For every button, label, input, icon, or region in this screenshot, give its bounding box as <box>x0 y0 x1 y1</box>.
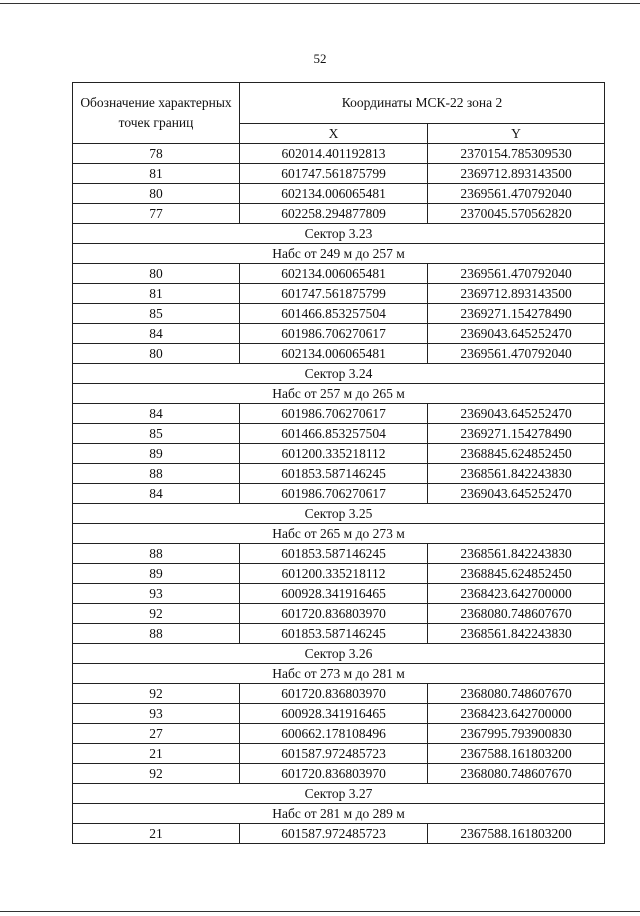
y-coordinate-cell: 2368080.748607670 <box>428 764 605 784</box>
top-scan-border <box>0 3 640 4</box>
sector-height-row <box>73 804 605 824</box>
table-row <box>73 144 605 164</box>
table-row <box>73 764 605 784</box>
table-row <box>73 464 605 484</box>
x-coordinate-cell: 602134.006065481 <box>240 184 428 204</box>
point-id-cell: 21 <box>73 824 240 844</box>
x-coordinate-cell: 602014.401192813 <box>240 144 428 164</box>
y-coordinate-cell: 2369561.470792040 <box>428 184 605 204</box>
table-row <box>73 204 605 224</box>
page-number: 52 <box>313 51 327 66</box>
bottom-scan-border <box>0 911 640 912</box>
y-coordinate-cell: 2369043.645252470 <box>428 324 605 344</box>
sector-height-range: Набс от 281 м до 289 м <box>73 804 605 824</box>
y-coordinate-cell: 2369043.645252470 <box>428 484 605 504</box>
x-coordinate-cell: 600928.341916465 <box>240 584 428 604</box>
table-row <box>73 724 605 744</box>
y-coordinate-cell: 2368561.842243830 <box>428 624 605 644</box>
point-id-cell: 93 <box>73 704 240 724</box>
x-coordinate-cell: 601986.706270617 <box>240 404 428 424</box>
table-row <box>73 624 605 644</box>
y-coordinate-cell: 2367588.161803200 <box>428 744 605 764</box>
table-row <box>73 304 605 324</box>
header-coords-label: Координаты МСК-22 зона 2 <box>240 83 605 124</box>
table-row <box>73 684 605 704</box>
point-id-cell: 84 <box>73 404 240 424</box>
point-id-cell: 85 <box>73 424 240 444</box>
x-coordinate-cell: 601466.853257504 <box>240 304 428 324</box>
header-x-label: X <box>240 124 428 144</box>
table-row <box>73 344 605 364</box>
table-row <box>73 564 605 584</box>
table-row <box>73 824 605 844</box>
point-id-cell: 27 <box>73 724 240 744</box>
table-row <box>73 324 605 344</box>
y-coordinate-cell: 2369712.893143500 <box>428 284 605 304</box>
point-id-cell: 81 <box>73 284 240 304</box>
sector-title-row <box>73 224 605 244</box>
y-coordinate-cell: 2368561.842243830 <box>428 544 605 564</box>
y-coordinate-cell: 2368561.842243830 <box>428 464 605 484</box>
sector-height-row <box>73 664 605 684</box>
sector-title-row <box>73 364 605 384</box>
table-row <box>73 484 605 504</box>
table-row <box>73 704 605 724</box>
point-id-cell: 77 <box>73 204 240 224</box>
table-row <box>73 184 605 204</box>
point-id-cell: 93 <box>73 584 240 604</box>
y-coordinate-cell: 2367995.793900830 <box>428 724 605 744</box>
point-id-cell: 80 <box>73 344 240 364</box>
sector-title-row <box>73 784 605 804</box>
x-coordinate-cell: 601587.972485723 <box>240 744 428 764</box>
x-coordinate-cell: 601747.561875799 <box>240 284 428 304</box>
y-coordinate-cell: 2369561.470792040 <box>428 344 605 364</box>
x-coordinate-cell: 601853.587146245 <box>240 544 428 564</box>
x-coordinate-cell: 601720.836803970 <box>240 764 428 784</box>
x-coordinate-cell: 601466.853257504 <box>240 424 428 444</box>
x-coordinate-cell: 601200.335218112 <box>240 444 428 464</box>
table-row <box>73 284 605 304</box>
x-coordinate-cell: 602134.006065481 <box>240 344 428 364</box>
point-id-cell: 85 <box>73 304 240 324</box>
sector-height-range: Набс от 249 м до 257 м <box>73 244 605 264</box>
point-id-cell: 92 <box>73 764 240 784</box>
y-coordinate-cell: 2368080.748607670 <box>428 684 605 704</box>
x-coordinate-cell: 602258.294877809 <box>240 204 428 224</box>
x-coordinate-cell: 601200.335218112 <box>240 564 428 584</box>
y-coordinate-cell: 2369271.154278490 <box>428 424 605 444</box>
y-coordinate-cell: 2370154.785309530 <box>428 144 605 164</box>
table-body <box>73 144 605 844</box>
table-row <box>73 604 605 624</box>
x-coordinate-cell: 601986.706270617 <box>240 324 428 344</box>
table-row <box>73 264 605 284</box>
sector-title-row <box>73 644 605 664</box>
point-id-cell: 89 <box>73 564 240 584</box>
x-coordinate-cell: 601720.836803970 <box>240 684 428 704</box>
sector-height-range: Набс от 265 м до 273 м <box>73 524 605 544</box>
sector-title: Сектор 3.27 <box>73 784 605 804</box>
y-coordinate-cell: 2368423.642700000 <box>428 584 605 604</box>
point-id-cell: 84 <box>73 484 240 504</box>
point-id-cell: 21 <box>73 744 240 764</box>
table-row <box>73 444 605 464</box>
sector-title: Сектор 3.23 <box>73 224 605 244</box>
sector-height-row <box>73 384 605 404</box>
y-coordinate-cell: 2369561.470792040 <box>428 264 605 284</box>
sector-title: Сектор 3.25 <box>73 504 605 524</box>
x-coordinate-cell: 601853.587146245 <box>240 464 428 484</box>
sector-height-range: Набс от 273 м до 281 м <box>73 664 605 684</box>
y-coordinate-cell: 2368423.642700000 <box>428 704 605 724</box>
header-point-label: Обозначение характерных точек границ <box>73 83 240 144</box>
x-coordinate-cell: 600928.341916465 <box>240 704 428 724</box>
y-coordinate-cell: 2369712.893143500 <box>428 164 605 184</box>
table-row <box>73 404 605 424</box>
point-id-cell: 92 <box>73 604 240 624</box>
x-coordinate-cell: 601986.706270617 <box>240 484 428 504</box>
y-coordinate-cell: 2369271.154278490 <box>428 304 605 324</box>
header-y-label: Y <box>428 124 605 144</box>
x-coordinate-cell: 601720.836803970 <box>240 604 428 624</box>
y-coordinate-cell: 2369043.645252470 <box>428 404 605 424</box>
x-coordinate-cell: 601747.561875799 <box>240 164 428 184</box>
sector-height-row <box>73 244 605 264</box>
table-row <box>73 744 605 764</box>
point-id-cell: 84 <box>73 324 240 344</box>
x-coordinate-cell: 600662.178108496 <box>240 724 428 744</box>
coordinates-table <box>72 82 605 844</box>
y-coordinate-cell: 2368845.624852450 <box>428 564 605 584</box>
sector-title: Сектор 3.24 <box>73 364 605 384</box>
point-id-cell: 81 <box>73 164 240 184</box>
point-id-cell: 88 <box>73 624 240 644</box>
point-id-cell: 89 <box>73 444 240 464</box>
x-coordinate-cell: 602134.006065481 <box>240 264 428 284</box>
sector-height-range: Набс от 257 м до 265 м <box>73 384 605 404</box>
sector-title: Сектор 3.26 <box>73 644 605 664</box>
table-row <box>73 544 605 564</box>
table-row <box>73 164 605 184</box>
y-coordinate-cell: 2368845.624852450 <box>428 444 605 464</box>
y-coordinate-cell: 2367588.161803200 <box>428 824 605 844</box>
x-coordinate-cell: 601853.587146245 <box>240 624 428 644</box>
point-id-cell: 92 <box>73 684 240 704</box>
y-coordinate-cell: 2370045.570562820 <box>428 204 605 224</box>
point-id-cell: 88 <box>73 544 240 564</box>
table-row <box>73 584 605 604</box>
sector-height-row <box>73 524 605 544</box>
point-id-cell: 88 <box>73 464 240 484</box>
table-row <box>73 424 605 444</box>
x-coordinate-cell: 601587.972485723 <box>240 824 428 844</box>
point-id-cell: 80 <box>73 184 240 204</box>
point-id-cell: 78 <box>73 144 240 164</box>
point-id-cell: 80 <box>73 264 240 284</box>
y-coordinate-cell: 2368080.748607670 <box>428 604 605 624</box>
sector-title-row <box>73 504 605 524</box>
